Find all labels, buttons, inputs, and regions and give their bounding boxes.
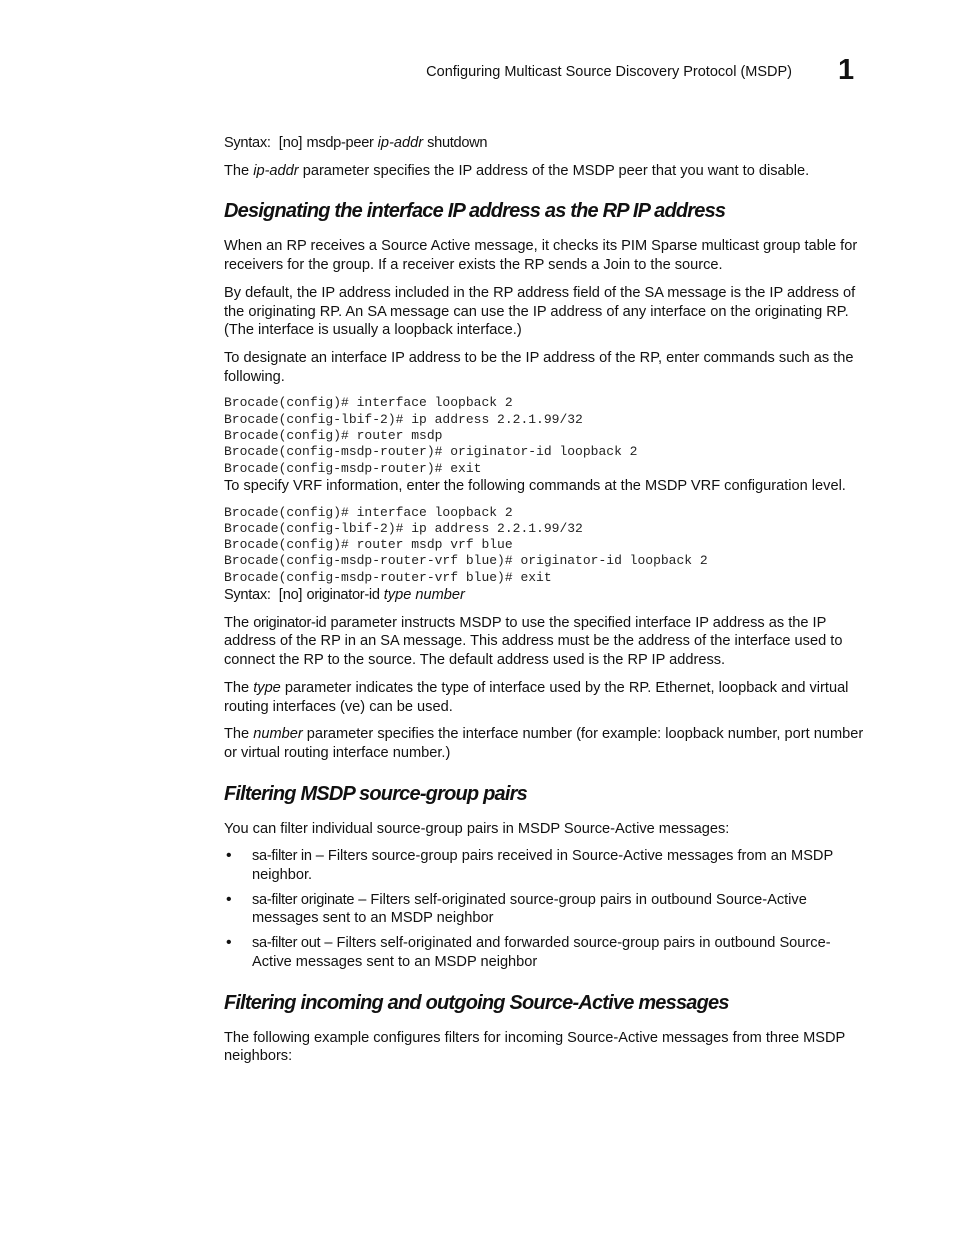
syntax-param: type number [383, 587, 465, 603]
paragraph: To designate an interface IP address to be the IP address of the RP, enter commands such as the following. [224, 349, 854, 385]
list-item: • sa-filter in – Filters source-group pairs received in Source-Active messages from an MSDP neighbor. [226, 847, 833, 884]
syntax-msdp-peer: Syntax: [no] msdp-peer ip-addr shutdown [224, 135, 488, 151]
list-item: • sa-filter originate – Filters self-originated source-group pairs in outbound Source-Active messages sent to an MSDP neighbor [226, 890, 807, 927]
syntax-label: Syntax: [224, 135, 271, 151]
syntax-command: msdp-peer [306, 135, 374, 151]
list-item: • sa-filter out – Filters self-originated and forwarded source-group pairs in outbound Source-Active messages sent to an MSDP neighbor [226, 934, 831, 970]
running-header: Configuring Multicast Source Discovery Protocol (MSDP) [426, 64, 792, 80]
chapter-number: 1 [838, 54, 855, 86]
originator-id-description: The originator-id parameter instructs MSDP to use the specified interface IP address as the IP address of the RP in an SA message. This address must be the address of the interface used to connect the RP to the source. The default address used is the RP IP address. [224, 614, 843, 669]
type-description: The type parameter indicates the type of interface used by the RP. Ethernet, loopback and virtual routing interfaces (ve) can be used. [224, 679, 849, 715]
paragraph: To specify VRF information, enter the following commands at the MSDP VRF configuration level. [224, 477, 846, 494]
syntax-command: originator-id [306, 587, 380, 603]
bullet-icon: • [226, 847, 232, 865]
number-description: The number parameter specifies the interface number (for example: loopback number, port number or virtual routing interface number.) [224, 726, 864, 761]
code-block-originator: Brocade(config)# interface loopback 2 Brocade(config-lbif-2)# ip address 2.2.1.99/32 Brocade(config)# router msdp Brocade(config-msdp-router)# originator-id loopback 2 Brocade(config-msdp-router)# exit [224, 395, 638, 476]
syntax-keyword: shutdown [427, 135, 488, 151]
syntax-param: ip-addr [377, 135, 424, 151]
syntax-no: no [282, 587, 299, 603]
paragraph: The following example configures filters for incoming Source-Active messages from three MSDP neighbors: [224, 1029, 846, 1065]
syntax-originator-id: Syntax: [no] originator-id type number [224, 587, 465, 603]
syntax-label: Syntax: [224, 587, 271, 603]
paragraph: By default, the IP address included in the RP address field of the SA message is the IP address of the originating RP. An SA message can use the IP address of any interface on the originating RP. (The interface is usually a loopback interface.) [224, 284, 856, 339]
sa-filter-list [224, 847, 866, 971]
code-block-vrf: Brocade(config)# interface loopback 2 Brocade(config-lbif-2)# ip address 2.2.1.99/32 Brocade(config)# router msdp vrf blue Brocade(config-msdp-router-vrf blue)# originator-id loopback 2 Brocade(config-msdp-router-vrf blue)# exit [224, 504, 708, 585]
section-heading-filtering-pairs: Filtering MSDP source-group pairs [224, 782, 527, 805]
section-heading-filtering-messages: Filtering incoming and outgoing Source-Active messages [224, 991, 729, 1014]
ip-addr-description: The ip-addr parameter specifies the IP address of the MSDP peer that you want to disable. [224, 162, 810, 179]
bullet-icon: • [226, 890, 232, 908]
section-heading-rp-ip: Designating the interface IP address as the RP IP address [224, 200, 726, 223]
syntax-no: no [282, 135, 299, 151]
page-content [224, 134, 866, 1075]
paragraph: You can filter individual source-group pairs in MSDP Source-Active messages: [224, 820, 730, 837]
paragraph: When an RP receives a Source Active message, it checks its PIM Sparse multicast group table for receivers for the group. If a receiver exists the RP sends a Join to the source. [224, 238, 858, 274]
bullet-icon: • [226, 934, 232, 952]
